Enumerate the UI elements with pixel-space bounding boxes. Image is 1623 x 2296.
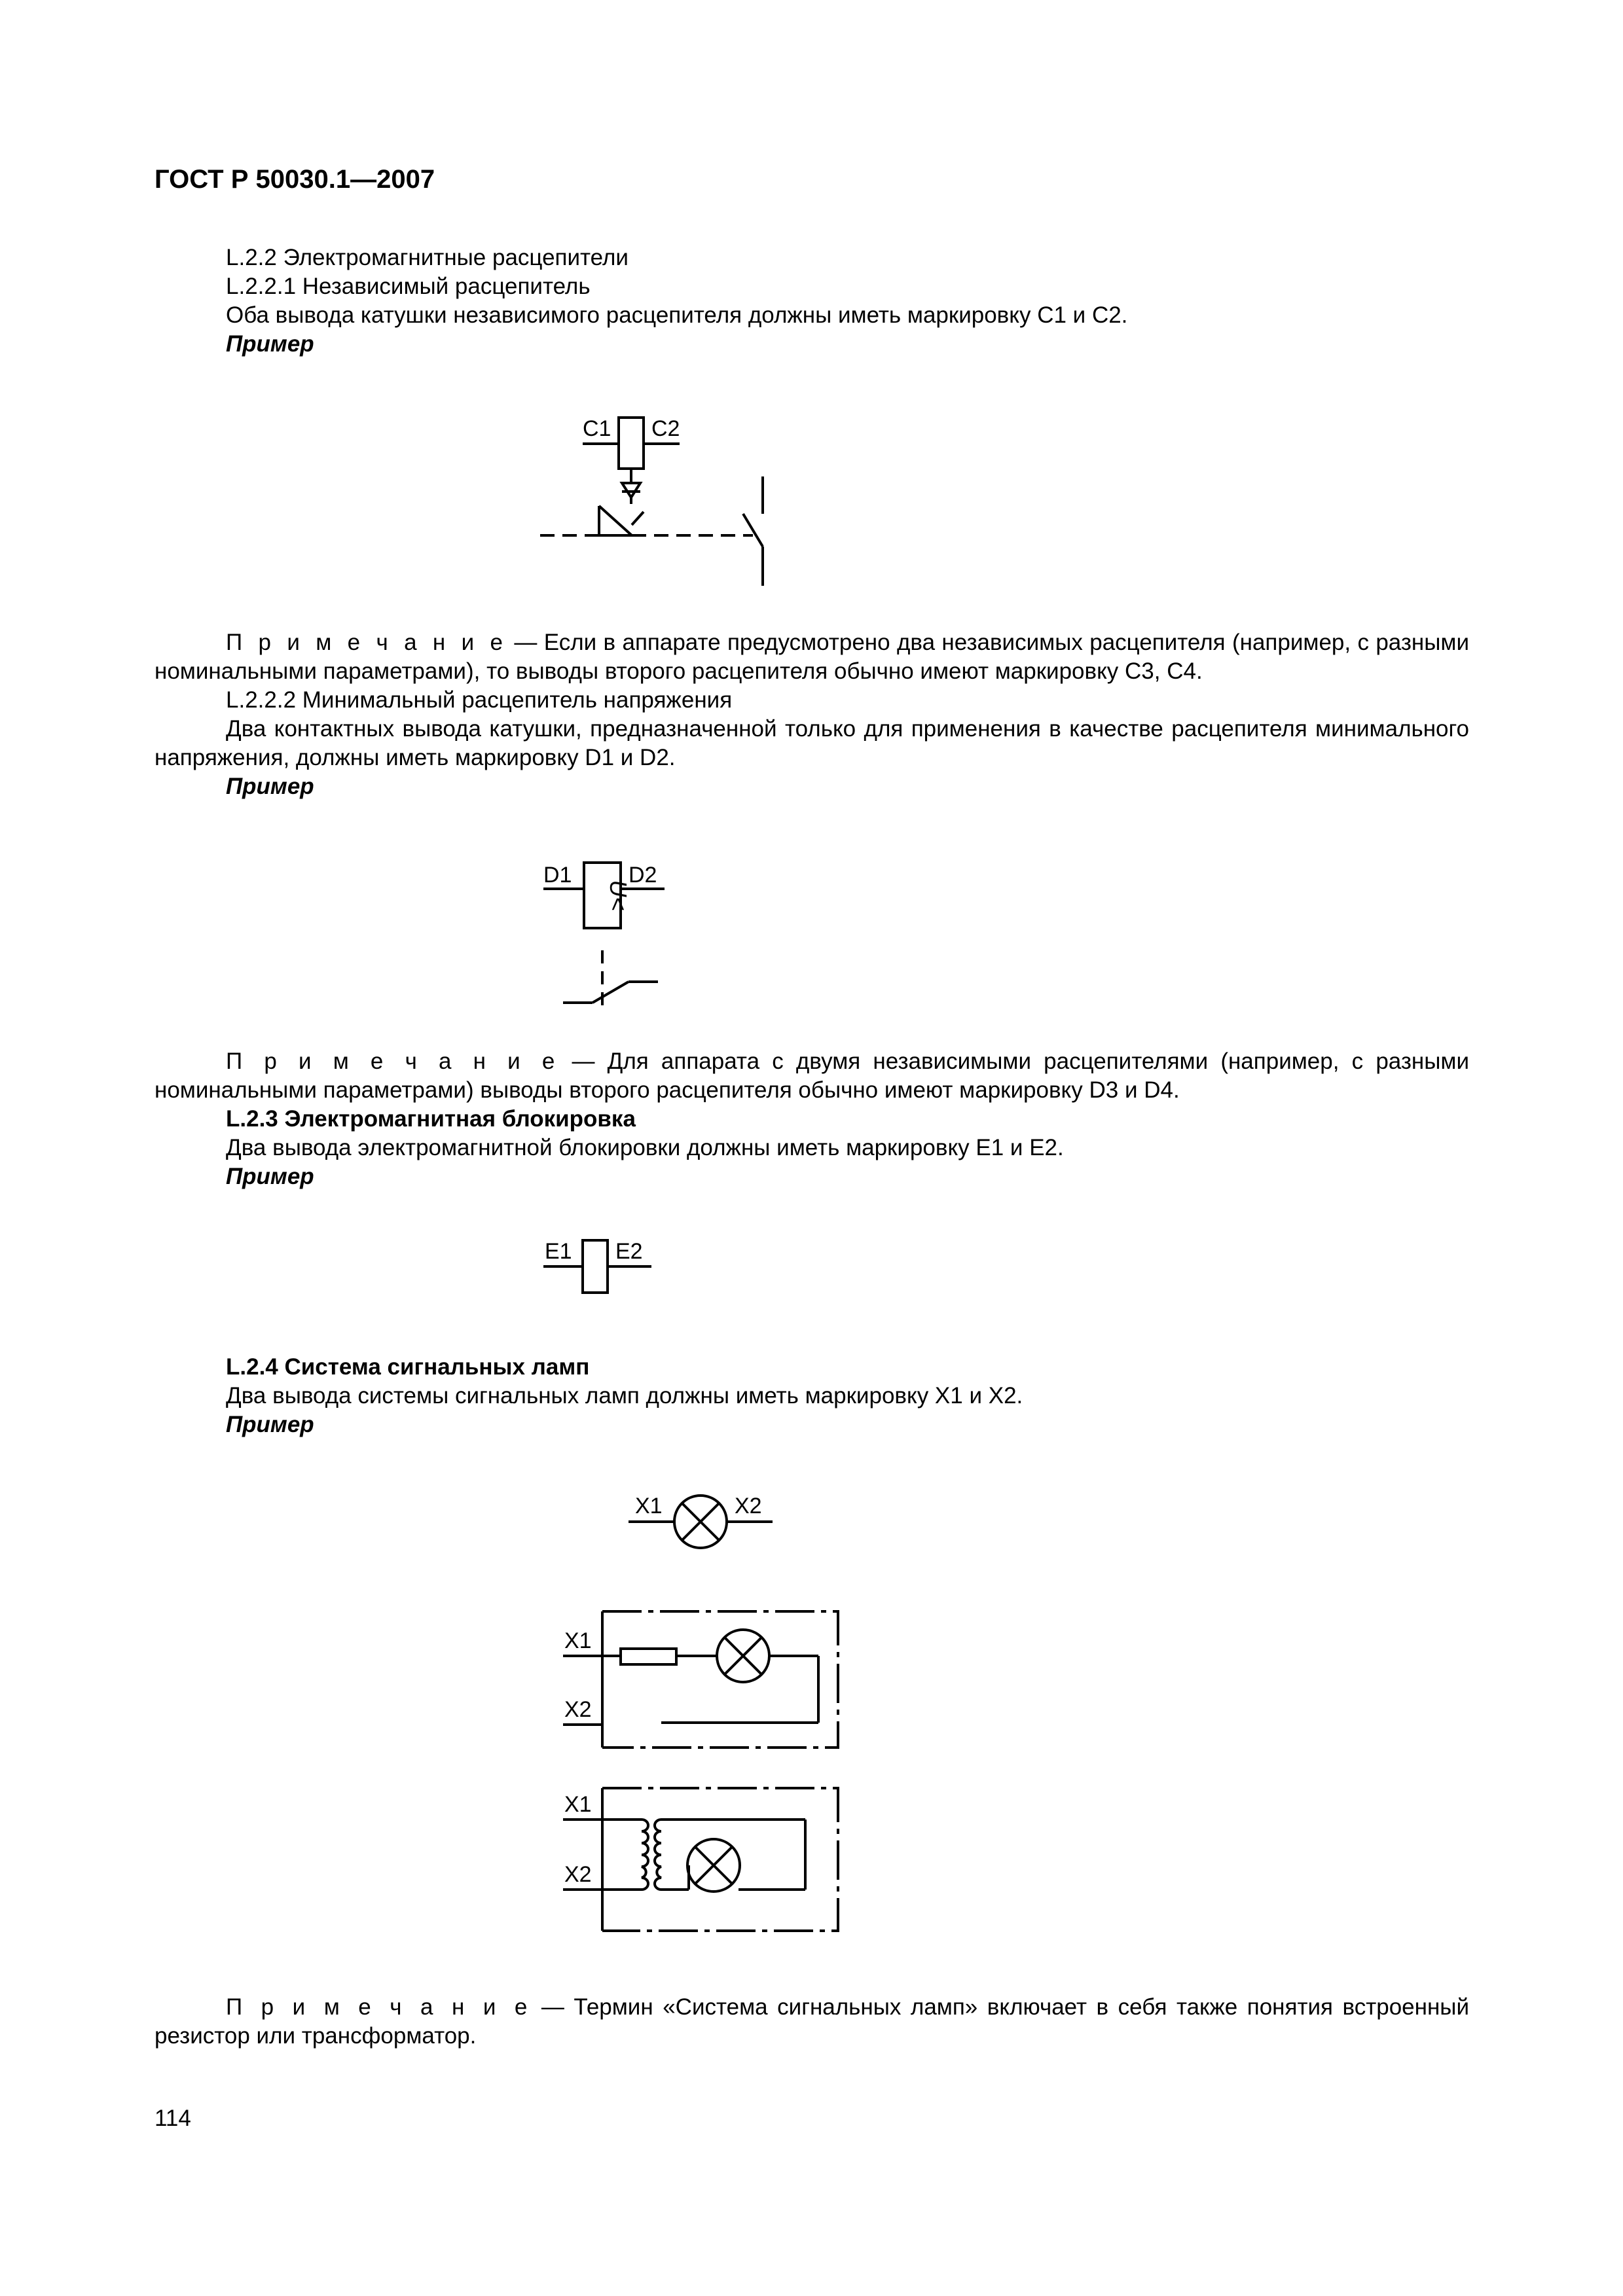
resistor-circuit-x1-label: Х1 [564, 1628, 592, 1653]
section-l221-title: L.2.2.1 Независимый расцепитель [226, 274, 591, 299]
note-2 [155, 1047, 1469, 1105]
note-2-label: П р и м е ч а н и е [226, 1049, 560, 1074]
terminal-c2-label: С2 [651, 416, 680, 441]
undervoltage-release-diagram [537, 851, 707, 1021]
terminal-c1-label: С1 [583, 416, 611, 441]
undervoltage-symbol: U< [605, 880, 632, 911]
shunt-release-diagram [524, 406, 799, 602]
note-1 [155, 628, 1469, 686]
document-header: ГОСТ Р 50030.1—2007 [155, 165, 435, 194]
example-label-3: Пример [226, 1164, 314, 1189]
section-l24-title: L.2.4 Система сигнальных ламп [226, 1354, 590, 1380]
transformer-circuit-x1-label: Х1 [564, 1792, 592, 1817]
example-label-4: Пример [226, 1412, 314, 1437]
page-number: 114 [155, 2106, 191, 2131]
section-l23-text: Два вывода электромагнитной блокировки должны иметь маркировку Е1 и Е2. [226, 1135, 1064, 1160]
section-l222-title: L.2.2.2 Минимальный расцепитель напряжения [226, 687, 733, 713]
terminal-e1-label: Е1 [545, 1239, 572, 1264]
section-l24-text: Два вывода системы сигнальных ламп должны иметь маркировку Х1 и Х2. [226, 1383, 1023, 1408]
section-l221-text: Оба вывода катушки независимого расцепителя должны иметь маркировку С1 и С2. [226, 302, 1128, 328]
note-3-label: П р и м е ч а н и е [226, 1994, 532, 2020]
note-2-text: — Для аппарата с двумя независимыми расцепителями (например, с разными номинальными параметрами) выводы второго расцепителя обычно имеют маркировку D3 и D4. [155, 1049, 1469, 1103]
note-3 [155, 1993, 1469, 2051]
note-1-label: П р и м е ч а н и е [226, 630, 508, 655]
interlock-coil-diagram [537, 1230, 668, 1302]
lamp-terminal-x2-label: Х2 [735, 1494, 762, 1518]
lamp-with-resistor-diagram [550, 1597, 845, 1761]
lamp-terminal-x1-label: Х1 [635, 1494, 663, 1518]
signal-lamp-diagram [622, 1479, 786, 1564]
terminal-d2-label: D2 [629, 863, 657, 888]
lamp-with-transformer-diagram [550, 1774, 845, 1937]
terminal-d1-label: D1 [543, 863, 572, 888]
note-3-text: — Термин «Система сигнальных ламп» включает в себя также понятия встроенный резистор или трансформатор. [155, 1994, 1469, 2049]
terminal-e2-label: Е2 [615, 1239, 643, 1264]
resistor-circuit-x2-label: Х2 [564, 1697, 592, 1722]
section-l23-title: L.2.3 Электромагнитная блокировка [226, 1106, 636, 1132]
example-label-1: Пример [226, 331, 314, 357]
section-l22-title: L.2.2 Электромагнитные расцепители [226, 245, 629, 270]
example-label-2: Пример [226, 774, 314, 799]
note-1-text: — Если в аппарате предусмотрено два независимых расцепителя (например, с разными номинальными параметрами), то выводы второго расцепителя обычно имеют маркировку С3, С4. [155, 630, 1470, 684]
transformer-circuit-x2-label: Х2 [564, 1862, 592, 1887]
section-l222-text: Два контактных вывода катушки, предназначенной только для применения в качестве расцепителя минимального напряжения, должны иметь маркировку D1 и D2. [155, 716, 1469, 770]
